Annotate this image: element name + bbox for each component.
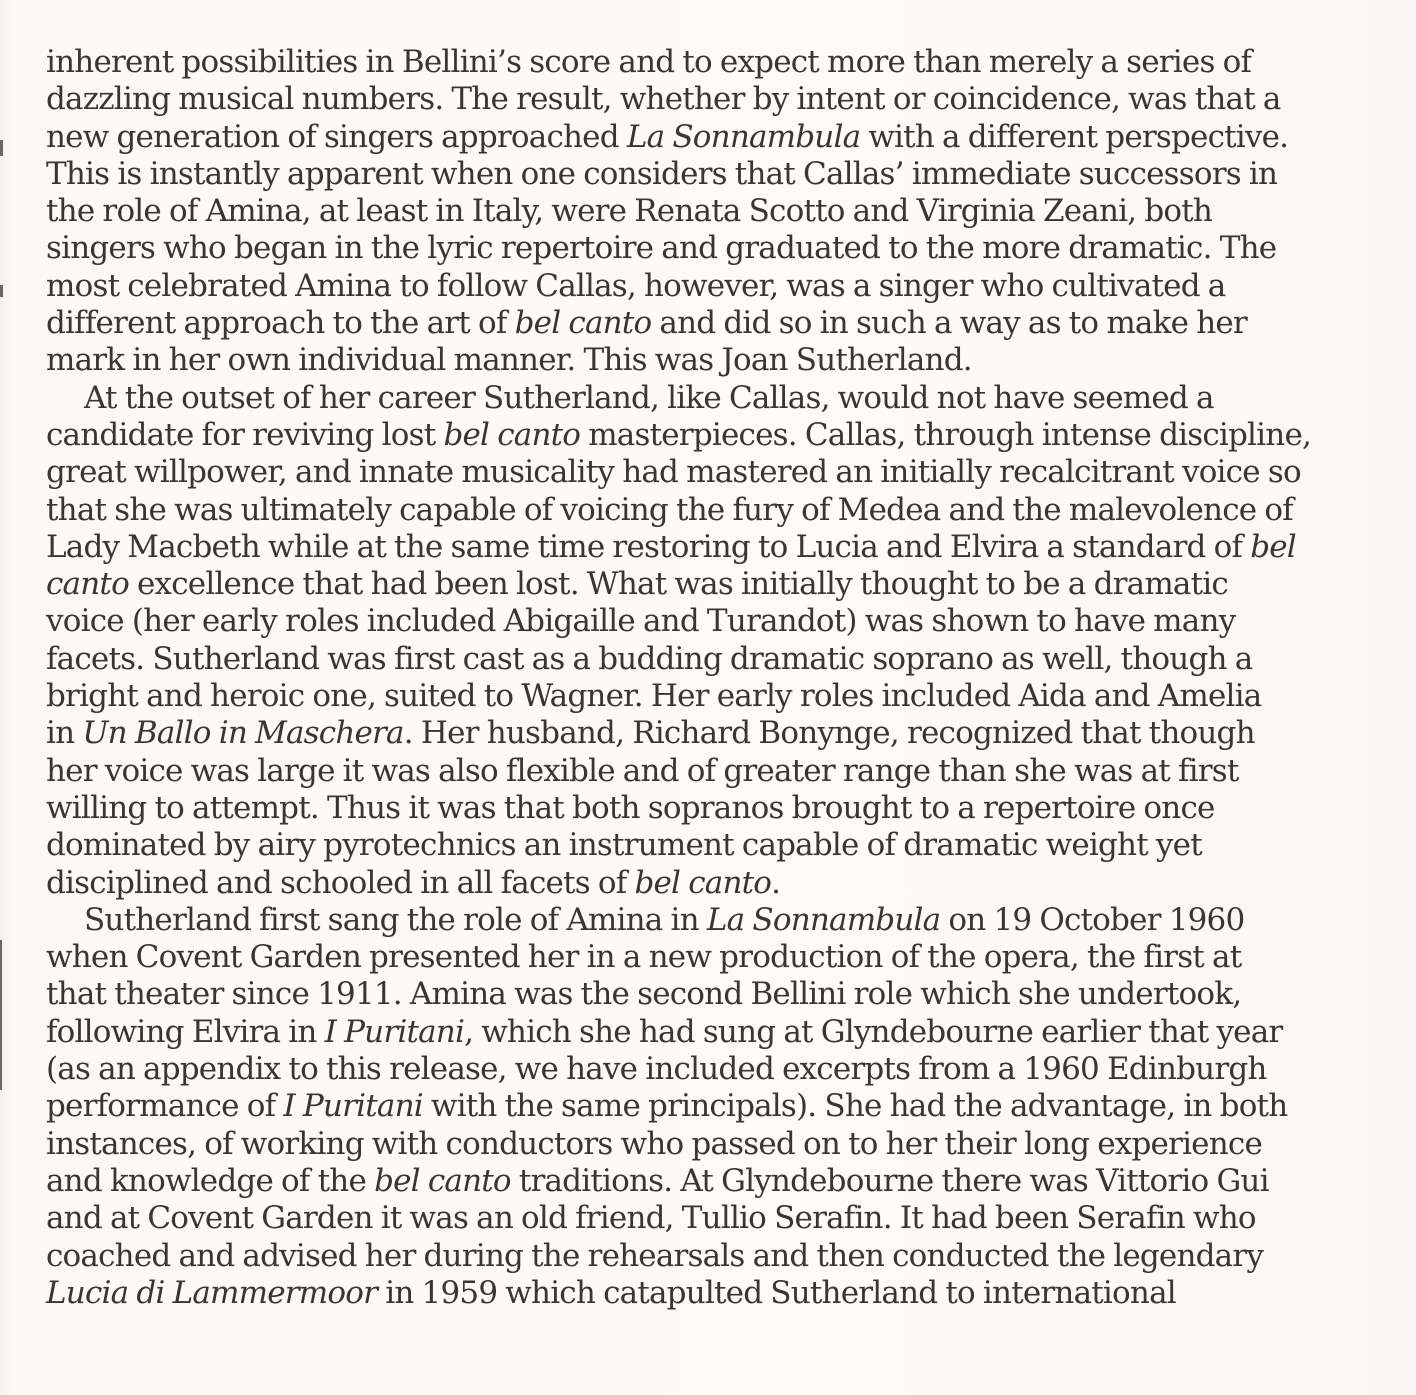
italic-title: bel canto [514,305,652,342]
text-run: mark in her own individual manner. This was Joan Sutherland. [46,342,972,379]
text-run: that theater since 1911. Amina was the second Bellini role which she undertook, [46,976,1242,1013]
page-edge-mark [0,140,3,156]
text-run: masterpieces. Callas, through intense discipline, [580,416,1312,453]
italic-title: bel [1250,528,1296,565]
text-run: the role of Amina, at least in Italy, were Renata Scotto and Virginia Zeani, both [46,193,1213,230]
text-run: and did so in such a way as to make her [651,305,1247,342]
text-line [46,1238,1346,1275]
text-run: with the same principals). She had the advantage, in both [422,1088,1288,1125]
italic-title: bel canto [374,1162,511,1199]
text-line [46,230,1346,267]
page-edge-mark [0,285,3,297]
text-run: willing to attempt. Thus it was that both sopranos brought to a repertoire once [46,789,1215,826]
paragraph [46,380,1346,902]
text-line [46,976,1346,1013]
text-line [46,865,1346,902]
italic-title: I Puritani [283,1088,423,1125]
text-line [46,1275,1346,1312]
text-line [46,1126,1346,1163]
text-line [46,939,1346,976]
text-line [46,715,1346,752]
text-line [46,380,1346,417]
text-line [46,81,1346,118]
text-run: . Her husband, Richard Bonynge, recognized that though [403,715,1255,752]
italic-title: I Puritani [324,1013,465,1050]
text-run: Sutherland first sang the role of Amina in [84,901,707,938]
text-line [46,156,1346,193]
text-run: singers who began in the lyric repertoire and graduated to the more dramatic. The [46,230,1277,267]
italic-title: bel canto [443,416,581,453]
text-run: most celebrated Amina to follow Callas, however, was a singer who cultivated a [46,267,1226,304]
text-run: her voice was large it was also flexible and of greater range than she was at first [46,752,1239,789]
text-run: traditions. At Glyndebourne there was Vittorio Gui [510,1162,1269,1199]
italic-title: La Sonnambula [626,118,861,155]
text-run: performance of [46,1088,284,1125]
text-run: new generation of singers approached [46,118,627,155]
text-line [46,417,1346,454]
text-run: and at Covent Garden it was an old friend, Tullio Serafin. It had been Serafin who [46,1200,1256,1237]
text-line [46,193,1346,230]
text-line [46,753,1346,790]
text-run: following Elvira in [46,1013,325,1050]
text-line [46,902,1346,939]
text-run: and knowledge of the [46,1162,375,1199]
text-run: on 19 October 1960 [940,901,1245,938]
text-run: that she was ultimately capable of voicing the fury of Medea and the malevolence of [46,491,1293,528]
text-run: voice (her early roles included Abigaille and Turandot) was shown to have many [46,603,1236,640]
italic-title: Un Ballo in Maschera [82,715,404,752]
italic-title: Lucia di Lammermoor [46,1274,378,1311]
text-line [46,1163,1346,1200]
text-line [46,454,1346,491]
italic-title: canto [46,566,129,603]
text-line [46,566,1346,603]
page-edge-mark [0,940,2,1090]
text-line [46,603,1346,640]
italic-title: La Sonnambula [706,901,941,938]
text-run: coached and advised her during the rehearsals and then conducted the legendary [46,1237,1264,1274]
text-run: At the outset of her career Sutherland, like Callas, would not have seemed a [84,379,1214,416]
text-run: disciplined and schooled in all facets of [46,864,635,901]
text-run: inherent possibilities in Bellini’s score and to expect more than merely a series of [46,44,1252,80]
text-run: bright and heroic one, suited to Wagner. Her early roles included Aida and Amelia [46,678,1262,715]
text-run: dominated by airy pyrotechnics an instrument capable of dramatic weight yet [46,827,1202,864]
text-line [46,342,1346,379]
text-line [46,305,1346,342]
text-line [46,1088,1346,1125]
text-run: . [771,864,781,901]
text-line [46,44,1346,81]
text-run: great willpower, and innate musicality had mastered an initially recalcitrant voice so [46,454,1301,491]
text-run: excellence that had been lost. What was initially thought to be a dramatic [128,566,1228,603]
text-line [46,827,1346,864]
text-line [46,678,1346,715]
text-run: facets. Sutherland was first cast as a budding dramatic soprano as well, though a [46,640,1253,677]
paragraph [46,902,1346,1312]
text-line [46,641,1346,678]
italic-title: bel canto [634,864,772,901]
text-run: Lady Macbeth while at the same time restoring to Lucia and Elvira a standard of [46,528,1251,565]
text-run: with a different perspective. [860,118,1289,155]
text-line [46,119,1346,156]
text-line [46,268,1346,305]
text-run: in 1959 which catapulted Sutherland to international [377,1274,1176,1311]
text-run: , which she had sung at Glyndebourne earlier that year [464,1013,1283,1050]
text-line [46,1051,1346,1088]
text-run: when Covent Garden presented her in a new production of the opera, the first at [46,939,1242,976]
text-run: instances, of working with conductors who passed on to her their long experience [46,1125,1262,1162]
body-text [46,44,1346,1312]
text-run: This is instantly apparent when one considers that Callas’ immediate successors in [46,155,1278,192]
text-line [46,790,1346,827]
paragraph [46,44,1346,380]
text-run: in [46,715,83,752]
text-run: dazzling musical numbers. The result, whether by intent or coincidence, was that a [46,81,1281,118]
text-line [46,492,1346,529]
text-line [46,1014,1346,1051]
text-line [46,529,1346,566]
text-run: candidate for reviving lost [46,416,444,453]
text-run: (as an appendix to this release, we have included excerpts from a 1960 Edinburgh [46,1051,1267,1088]
text-line [46,1200,1346,1237]
text-run: different approach to the art of [46,305,515,342]
